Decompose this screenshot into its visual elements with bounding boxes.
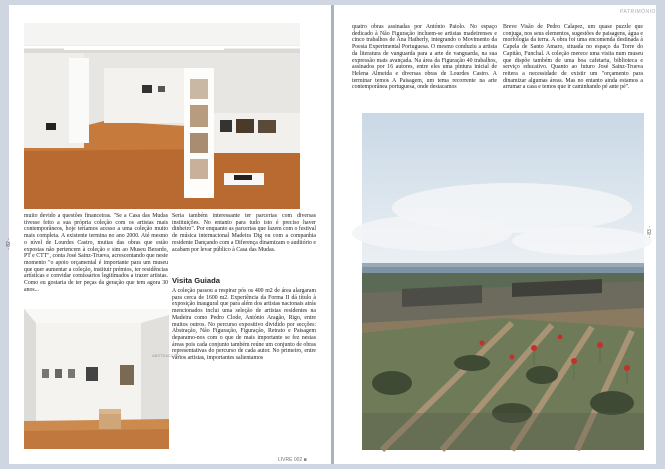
svg-text:ABSTRACÇÃO: ABSTRACÇÃO (152, 353, 180, 358)
left-col1-text: muito devido a questões financeiras. "Se a Casa das Mudas tivesse feito a sua própria coleção com os artistas mais contemporâneos, hoje teríamos acesso a uma coleção muito mais completa. A existente termina no ano 2000. Até mesmo o nível de Lourdes Castro, muitas das obras que estão expostas não pertencem à coleção e sim ao Museu Berardo, PT e CTT", conta José Sainz-Trueva, acrescentando que neste momento "o apoio orçamental é importante para um museu que quer aumentar a coleção, instituir prémios, ter residências artísticas e convidar comissários legitimados a trazer artistas. Como eu gostaria de ter peças da geração que tem agora 30 anos... (24, 213, 168, 293)
left-col2-text: Seria também interessante ter parcerias com diversas instituições. No entanto para tudo isto é preciso haver dinheiro". Por enquanto as parcerias que fazem com o festival de música internacional Madeira Dig ou com a companhia residente Dançando com a Diferença dinamizam o auditório e acabam por levar público à Casa das Mudas. (172, 213, 316, 253)
gallery-photo-bottom (24, 309, 180, 449)
page-footer: LIVRE 002 ■ (278, 457, 307, 463)
right-page-number: - 83 - (646, 226, 653, 238)
left-col2-intro: A coleção passou a respirar pós os 400 m2 de área alargaram para cerca de 1600 m2. Experiência da Forma II dá título à exposição inaugural que para além dos artistas nacionais atrás mencionados inclui uma seleção de artistas residentes na Madeira como Pedro Clode, António Aragão, Rigo, entre muitos outros. No percurso expositivo dividido por secções: Abstração, Não Figuração, Figuração, Retrato e Paisagem deparamo-nos com o que de mais importante se fez nestas áreas pois cada conjunto também reúne um conjunto de obras representativas do percurso de cada autor. No primeiro, entre vários artistas, importantes salientamos (172, 288, 316, 362)
right-col1-text: quatro obras assinadas por António Paiolo. No espaço dedicado à Não Figuração incluem-se artistas madeirenses e cinco trabalhos de Ana Hatherly, integrando o Movimento da Poesia Experimental Portuguesa. O mesmo conduziu a artista da literatura de vanguarda para a arte de vanguarda, na sua expressão mais avançada. Na área da Figuração 40 trabalhos, assinados por 16 autores, entre eles uma pintura inicial de Helena Almeida e diversas obras de Lourdes Castro. A terminar temos A Paisagem, um tema recorrente na arte contemporânea portuguesa, onde destacamos (352, 24, 497, 91)
section-tag: PATRIMÓNIO (620, 9, 656, 15)
left-page (5, 5, 331, 464)
right-page (278, 5, 656, 464)
right-col2-text: Breve Visão de Pedro Calapez, um quase puzzle que conjuga, nos seus elementos, sugestões de paisagens, água e morfologia da terra. A obra foi uma encomenda destinada à Capela de Santo Amaro, situada no espaço da Torre do Capitão, Funchal. A coleção merece uma visita num museu que dispõe também de uma boa cafetaria, biblioteca e serviço educativo. Quanto ao futuro José Sainz-Trueva reitera a necessidade de existir um "orçamento para dinamizar algumas áreas. Mas no entanto ainda estamos a arrumar a casa e temos que ir caminhando pé ante pé". (503, 24, 643, 91)
section-heading: Visita Guiada (172, 276, 220, 285)
rooftop-garden-photo (362, 113, 644, 450)
gallery-photo-top (24, 23, 300, 209)
left-page-number: - 82 - (5, 238, 12, 250)
